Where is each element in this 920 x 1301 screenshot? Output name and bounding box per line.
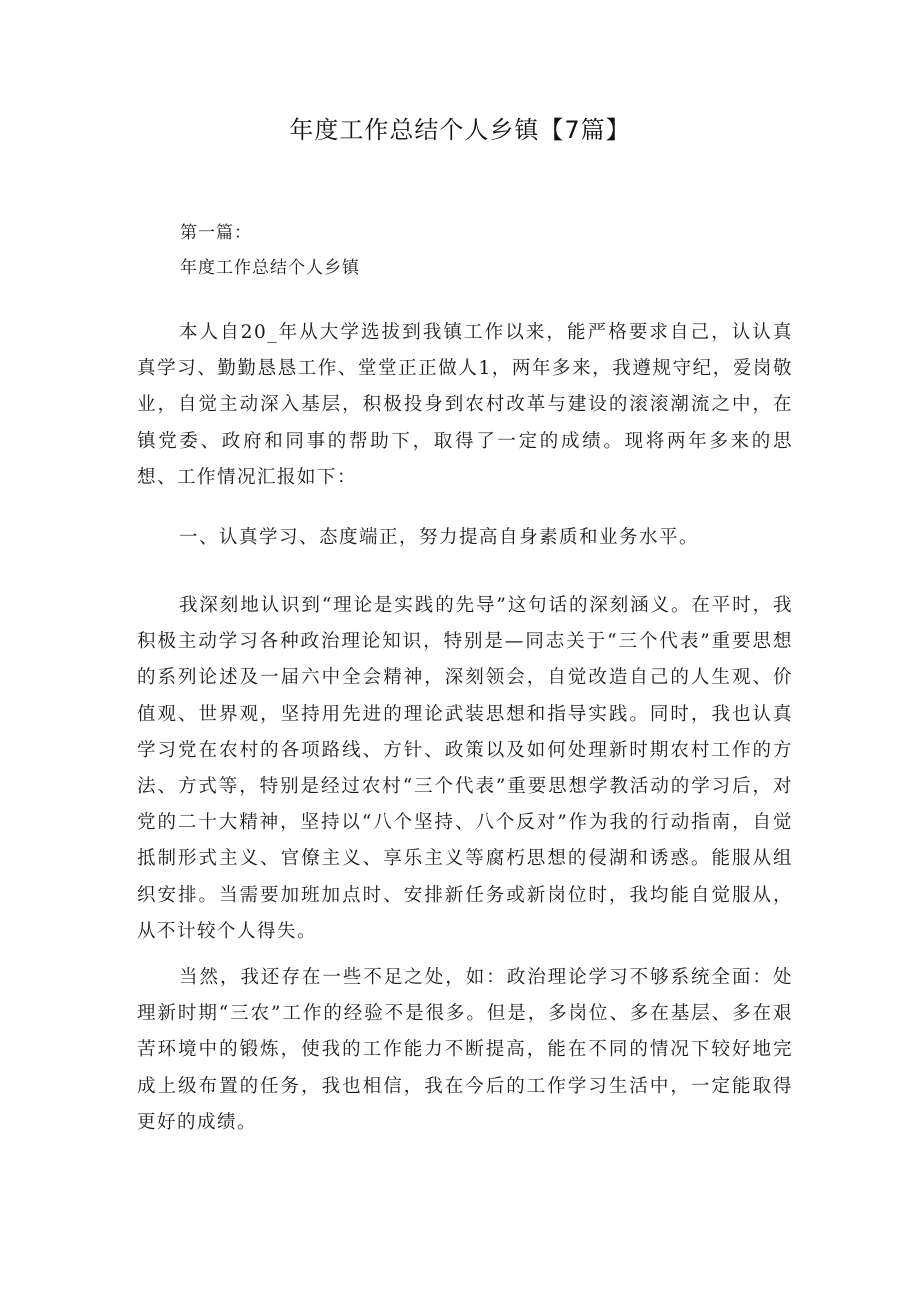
body-paragraph-1: 我深刻地认识到“理论是实践的先导”这句话的深刻涵义。在平时，我积极主动学习各种政治理论知识，特别是—同志关于“三个代表”重要思想的系列论述及一届六中全会精神，深刻领会，自觉改造自己的人生观、价值观、世界观，坚持用先进的理论武装思想和指导实践。同时，我也认真学习党在农村的各项路线、方针、政策以及如何处理新时期农村工作的方法、方式等，特别是经过农村“三个代表”重要思想学教活动的学习后，对党的二十大精神，坚持以“八个坚持、八个反对”作为我的行动指南，自觉抵制形式主义、官僚主义、享乐主义等腐朽思想的侵湖和诱惑。能服从组织安排。当需要加班加点时、安排新任务或新岗位时，我均能自觉服从，从不计较个人得失。 (137, 595, 793, 942)
body-paragraph-2: 当然，我还存在一些不足之处，如：政治理论学习不够系统全面：处理新时期“三农”工作的经验不是很多。但是，多岗位、多在基层、多在艰苦环境中的锻炼，使我的工作能力不断提高，能在不同的情况下较好地完成上级布置的任务，我也相信，我在今后的工作学习生活中，一定能取得更好的成绩。 (137, 967, 793, 1133)
part-label: 第一篇： (180, 223, 252, 243)
subtitle: 年度工作总结个人乡镇 (180, 258, 360, 278)
section-heading: 一、认真学习、态度端正，努力提高自身素质和业务水平。 (179, 527, 700, 548)
document-title: 年度工作总结个人乡镇【7篇】 (289, 116, 631, 144)
intro-paragraph: 本人自20_年从大学选拔到我镇工作以来，能严格要求自己，认认真真学习、勤勤恳恳工作、堂堂正正做人1，两年多来，我遵规守纪，爱岗敬业，自觉主动深入基层，积极投身到农村改革与建设的滚滚潮流之中，在镇党委、政府和同事的帮助下，取得了一定的成绩。现将两年多来的思想、工作情况汇报如下： (137, 322, 793, 488)
